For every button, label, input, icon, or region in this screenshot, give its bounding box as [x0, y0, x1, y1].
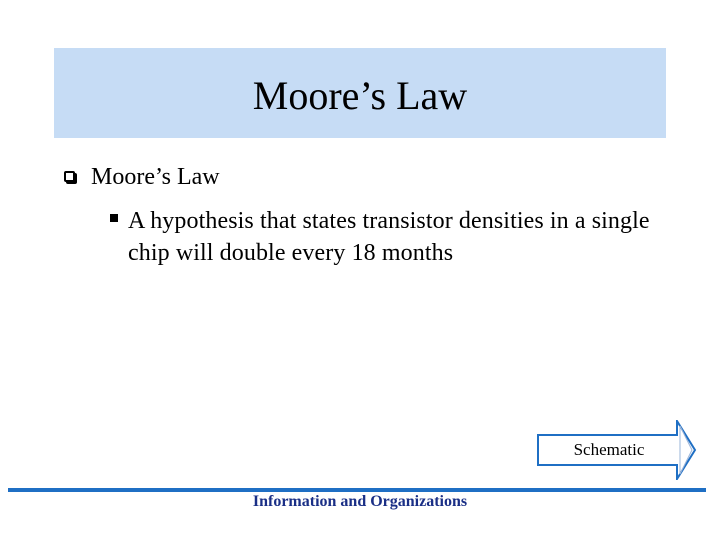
footer-text: Information and Organizations	[252, 493, 468, 510]
footer-divider	[8, 488, 706, 492]
sub-bullet-text: A hypothesis that states transistor densities in a single chip will double every 18 months	[128, 208, 650, 266]
slide-title: Moore’s Law	[252, 73, 468, 118]
schematic-button[interactable]	[537, 420, 697, 480]
square-bullet-icon	[110, 214, 118, 222]
hollow-square-bullet-icon	[64, 171, 75, 182]
sub-bullet-item	[110, 205, 670, 269]
bullet-text: Moore’s Law	[91, 164, 220, 190]
title-band	[54, 48, 666, 138]
bullet-item	[64, 163, 220, 191]
schematic-button-label: Schematic	[573, 440, 645, 459]
